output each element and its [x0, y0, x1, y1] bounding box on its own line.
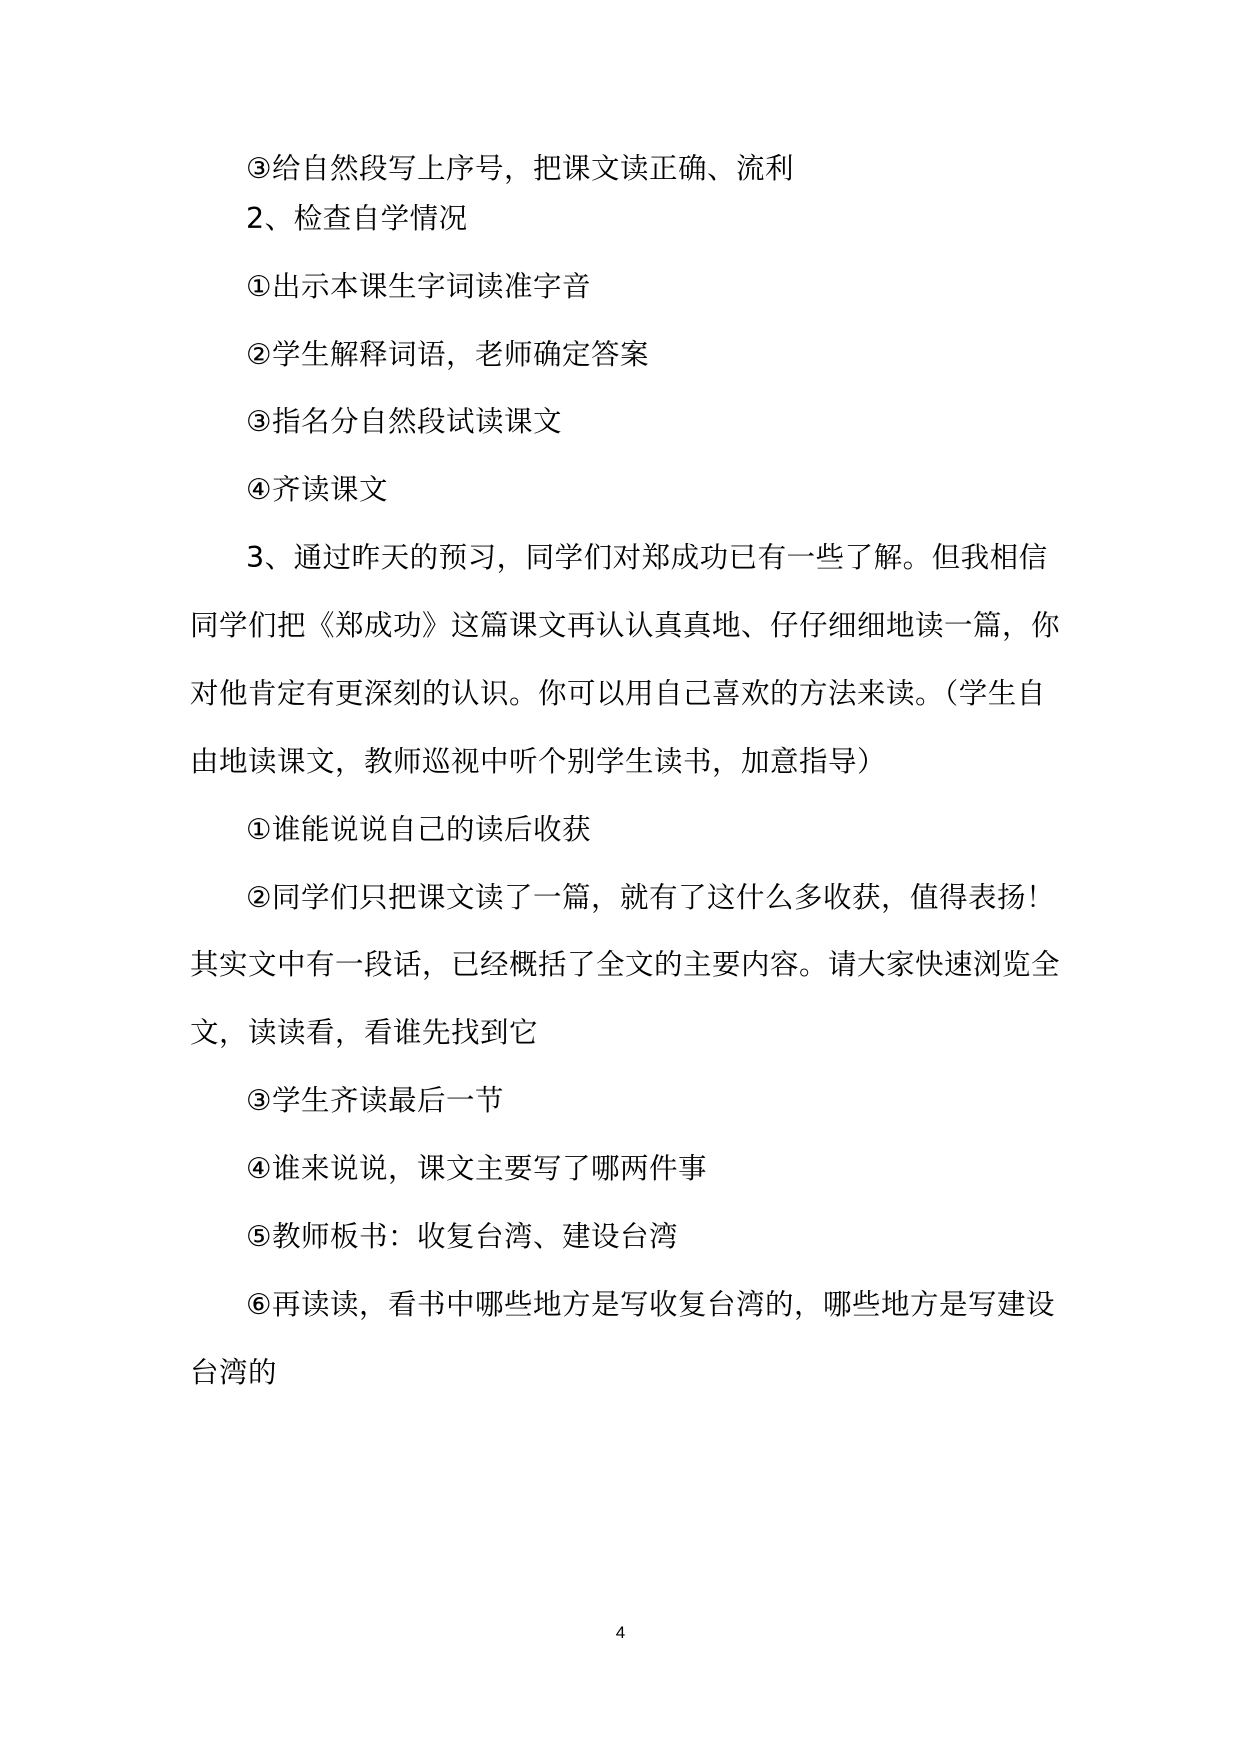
text-line-check-step-2: ②学生解释词语，老师确定答案 — [246, 338, 650, 371]
text-line-reading-step-5: ⑤教师板书：收复台湾、建设台湾 — [246, 1220, 679, 1253]
text-line-check-step-1: ①出示本课生字词读准字音 — [246, 270, 592, 303]
text-line-paragraph-3-cont-3: 由地读课文，教师巡视中听个别学生读书，加意指导） — [190, 745, 887, 778]
text-line-paragraph-3-start: 3、通过昨天的预习，同学们对郑成功已有一些了解。但我相信 — [246, 541, 1048, 574]
text-line-reading-step-2: ②同学们只把课文读了一篇，就有了这什么多收获，值得表扬！ — [246, 881, 1056, 914]
text-line-check-heading: 2、检查自学情况 — [246, 202, 468, 235]
text-line-reading-step-6: ⑥再读读，看书中哪些地方是写收复台湾的，哪些地方是写建设 — [246, 1288, 1056, 1321]
text-line-self-study-step-3: ③给自然段写上序号，把课文读正确、流利 — [246, 152, 795, 185]
text-line-paragraph-3-cont-1: 同学们把《郑成功》这篇课文再认认真真地、仔仔细细地读一篇，你 — [190, 609, 1061, 642]
text-line-reading-step-3: ③学生齐读最后一节 — [246, 1084, 505, 1117]
text-line-reading-step-2-cont-2: 文，读读看，看谁先找到它 — [190, 1016, 539, 1049]
text-line-reading-step-6-cont: 台湾的 — [190, 1356, 278, 1389]
text-line-reading-step-2-cont-1: 其实文中有一段话，已经概括了全文的主要内容。请大家快速浏览全 — [190, 948, 1061, 981]
text-line-check-step-3: ③指名分自然段试读课文 — [246, 405, 563, 438]
page-number: 4 — [615, 1623, 626, 1642]
text-line-reading-step-1: ①谁能说说自己的读后收获 — [246, 813, 592, 846]
text-line-check-step-4: ④齐读课文 — [246, 473, 389, 506]
text-line-paragraph-3-cont-2: 对他肯定有更深刻的认识。你可以用自己喜欢的方法来读。（学生自 — [190, 677, 1046, 710]
text-line-reading-step-4: ④谁来说说，课文主要写了哪两件事 — [246, 1152, 708, 1185]
